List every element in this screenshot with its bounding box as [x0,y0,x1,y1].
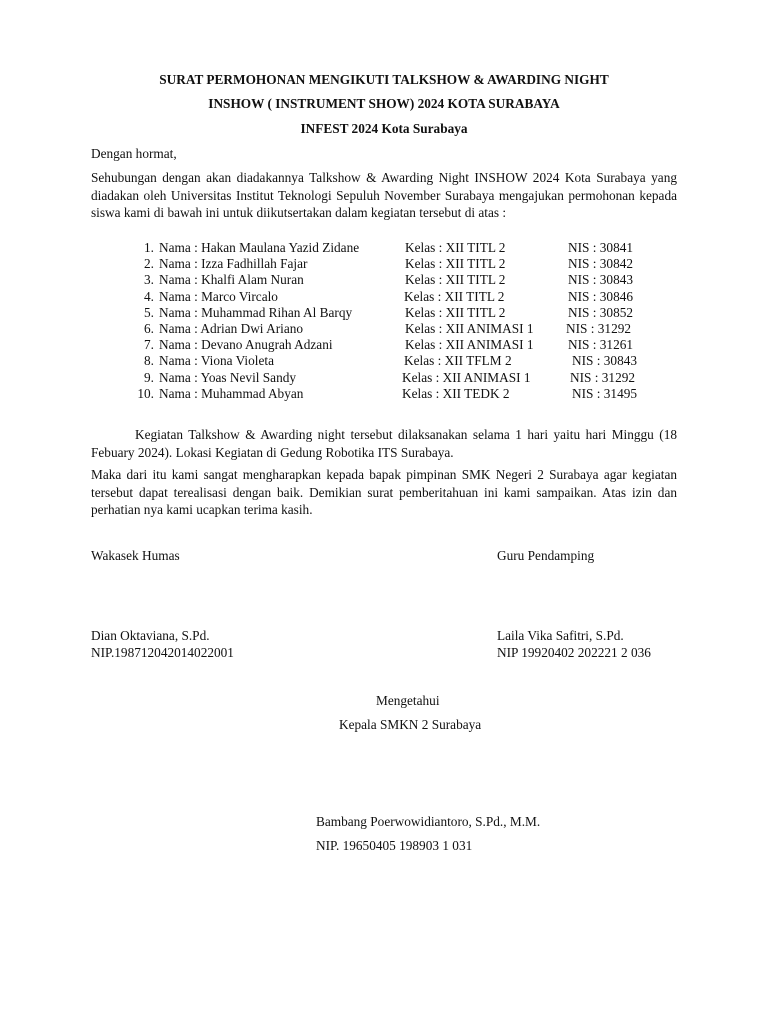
student-class: Kelas : XII TITL 2 [404,288,505,304]
student-name: Nama : Devano Anugrah Adzani [159,337,333,353]
letter-title-line-2: INSHOW ( INSTRUMENT SHOW) 2024 KOTA SURABAYA [208,96,560,111]
student-nis: NIS : 31261 [568,337,634,353]
student-class: Kelas : XII ANIMASI 1 [405,337,534,353]
left-signer-nip: NIP.198712042014022001 [91,645,234,660]
student-name: Nama : Yoas Nevil Sandy [159,369,297,385]
principal-name: Bambang Poerwowidiantoro, S.Pd., M.M. [316,814,541,829]
left-signer-role: Wakasek Humas [91,548,180,563]
principal-role: Kepala SMKN 2 Surabaya [339,717,482,732]
intro-paragraph: Sehubungan dengan akan diadakannya Talkshow & Awarding Night INSHOW 2024 Kota Surabaya yang diadakan oleh Universitas Institut Teknologi Sepuluh November Surabaya mengajukan permohonan kepada siswa kami di bawah ini untuk diikutsertakan dalam kegiatan tersebut di atas : [91,170,677,220]
right-signer-nip: NIP 19920402 202221 2 036 [497,645,651,660]
student-class: Kelas : XII TFLM 2 [404,353,512,369]
student-name: Nama : Hakan Maulana Yazid Zidane [159,240,360,255]
student-name: Nama : Izza Fadhillah Fajar [159,256,308,272]
student-number: 3. [144,272,154,288]
student-class: Kelas : XII TITL 2 [405,240,506,255]
student-number: 5. [144,304,154,320]
right-signer-role: Guru Pendamping [497,548,595,563]
event-paragraph: Kegiatan Talkshow & Awarding night tersebut dilaksanakan selama 1 hari yaitu hari Minggu (18 Febuary 2024). Lokasi Kegiatan di Gedung Robotika ITS Surabaya. [91,427,677,460]
letter-title-line-3: INFEST 2024 Kota Surabaya [300,121,468,136]
student-name: Nama : Muhammad Abyan [159,385,304,401]
student-nis: NIS : 31292 [570,369,636,385]
greeting: Dengan hormat, [91,146,177,161]
student-class: Kelas : XII TITL 2 [405,304,506,320]
student-name: Nama : Marco Vircalo [159,288,278,304]
student-number: 9. [144,369,154,385]
student-class: Kelas : XII TITL 2 [405,256,506,272]
principal-nip: NIP. 19650405 198903 1 031 [316,838,473,853]
student-name: Nama : Adrian Dwi Ariano [159,320,304,336]
student-class: Kelas : XII ANIMASI 1 [402,369,531,385]
student-number: 6. [144,320,154,336]
student-name: Nama : Viona Violeta [159,353,274,369]
student-class: Kelas : XII TEDK 2 [402,385,510,401]
student-number: 2. [144,256,154,272]
student-class: Kelas : XII TITL 2 [405,272,506,288]
right-signer-name: Laila Vika Safitri, S.Pd. [497,628,624,643]
student-nis: NIS : 30852 [568,304,634,320]
student-class: Kelas : XII ANIMASI 1 [405,320,534,336]
left-signer-name: Dian Oktaviana, S.Pd. [91,628,210,643]
student-nis: NIS : 30843 [568,272,634,288]
student-nis: NIS : 30843 [572,353,638,369]
student-number: 8. [144,353,154,369]
student-nis: NIS : 30841 [568,240,634,255]
student-number: 1. [144,240,154,255]
student-nis: NIS : 30842 [568,256,634,272]
student-number: 10. [137,385,154,401]
student-number: 7. [144,337,154,353]
letter-title-line-1: SURAT PERMOHONAN MENGIKUTI TALKSHOW & AWARDING NIGHT [159,72,609,87]
student-name: Nama : Khalfi Alam Nuran [159,272,304,288]
student-nis: NIS : 31495 [572,385,638,401]
student-nis: NIS : 30846 [568,288,634,304]
student-name: Nama : Muhammad Rihan Al Barqy [159,304,353,320]
student-number: 4. [144,288,154,304]
acknowledgment-label: Mengetahui [376,693,440,708]
closing-paragraph: Maka dari itu kami sangat mengharapkan kepada bapak pimpinan SMK Negeri 2 Surabaya agar kegiatan tersebut dapat terealisasi dengan baik. Demikian surat pemberitahuan ini kami sampaikan. Atas izin dan perhatian nya kami ucapkan terima kasih. [91,467,677,517]
student-nis: NIS : 31292 [566,320,632,336]
